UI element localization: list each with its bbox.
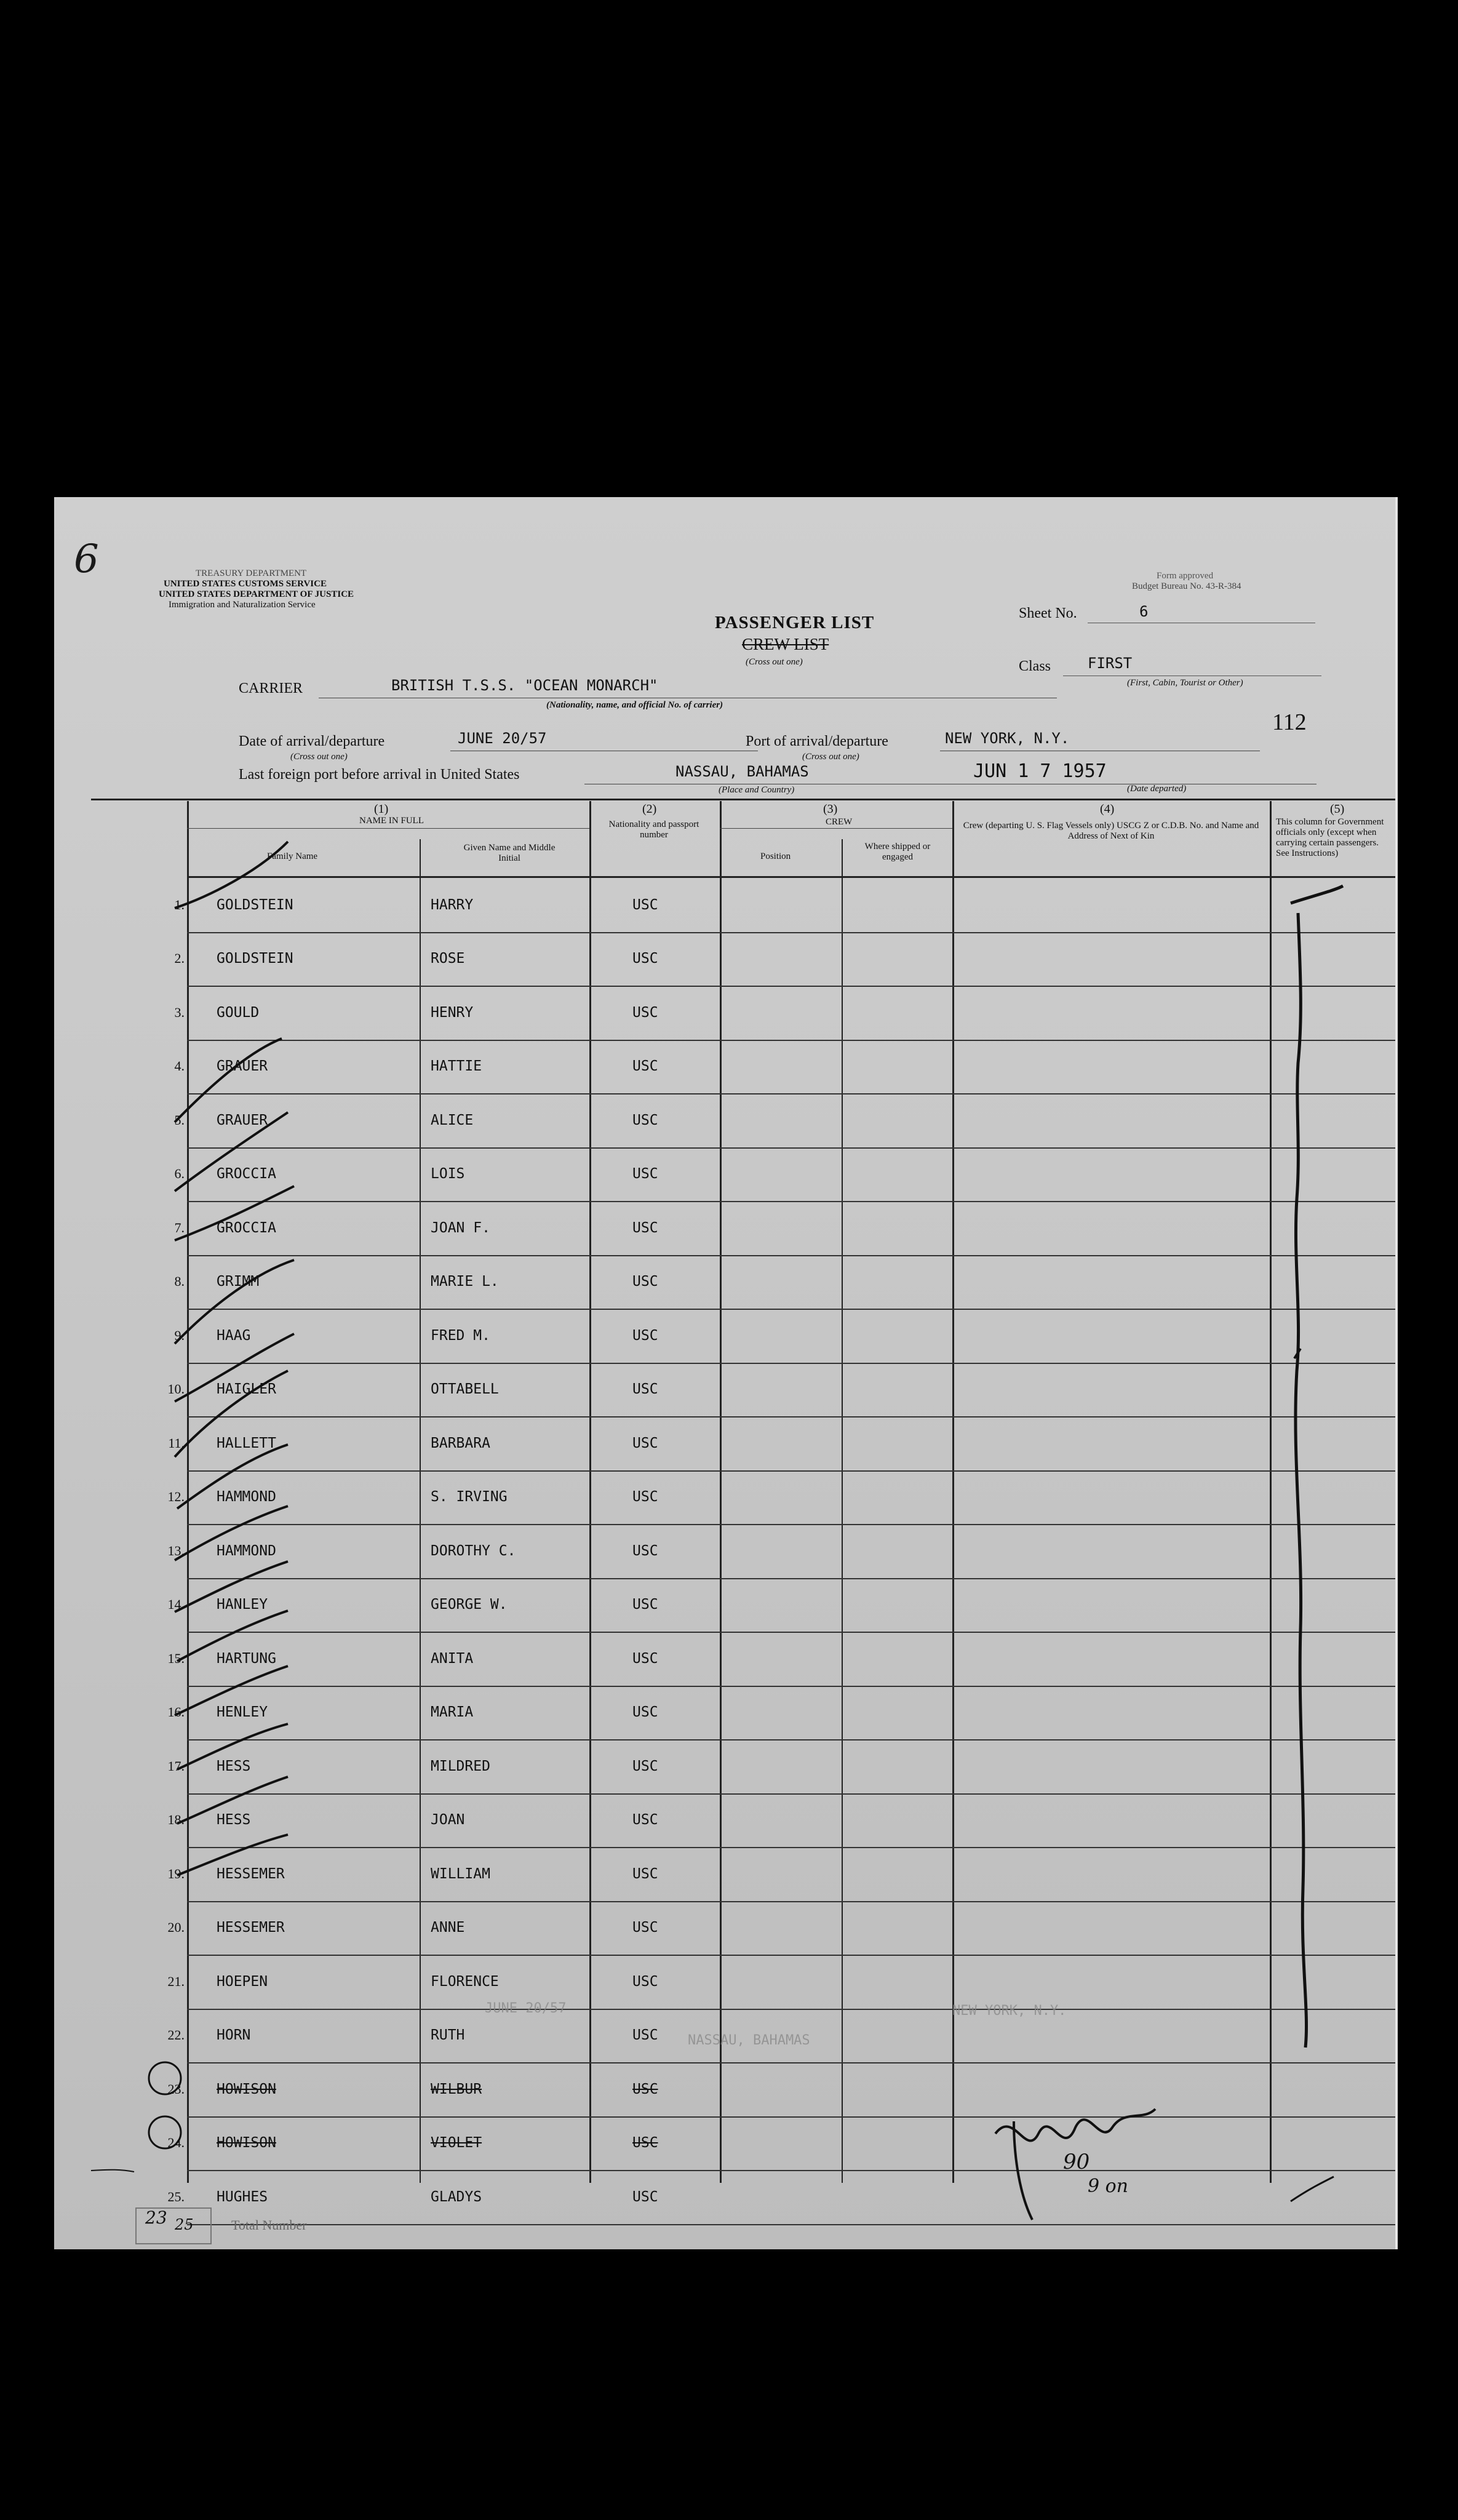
port-label: Port of arrival/departure [746,733,888,749]
nationality: USC [632,1274,658,1290]
handwritten-check-line [54,497,1395,2249]
corner-mark: 6 [74,536,99,582]
total-written-a: 23 [145,2207,167,2228]
col2-number: (2) [642,802,657,816]
nationality: USC [632,1865,658,1882]
cross-out-note: (Cross out one) [746,657,803,667]
row-number: 25. [167,2188,185,2204]
row-number: 12. [167,1489,185,1505]
nationality: USC [632,2027,658,2044]
nationality: USC [632,1489,658,1505]
sheet-number: 6 [1139,603,1149,620]
row-number: 7. [174,1219,185,1235]
given-name: ALICE [431,1112,474,1128]
nationality: USC [632,1812,658,1828]
row-number: 2. [174,951,185,967]
nationality: USC [632,2081,658,2097]
given-name: HARRY [431,896,474,913]
family-name: GOLDSTEIN [217,951,293,967]
family-name: GROCCIA [217,1219,276,1236]
col3-shipped-header: Where shipped or engaged [864,842,931,862]
row-number: 19. [167,1865,185,1881]
given-name: WILLIAM [431,1865,490,1882]
arrival-date: JUNE 20/57 [458,730,547,747]
carrier-note: (Nationality, name, and official No. of carrier) [546,700,723,710]
given-name: FRED M. [431,1327,490,1344]
col4-number: (4) [1100,802,1115,816]
col5-header: This column for Government officials only (except when carrying certain passengers. See Instructions) [1276,817,1384,858]
nationality: USC [632,1166,658,1182]
family-name: HUGHES [217,2188,268,2205]
row-number: 15. [167,1650,185,1666]
family-name: HESS [217,1758,251,1774]
last-port-value: NASSAU, BAHAMAS [675,763,809,780]
family-name: GRIMM [217,1274,260,1290]
family-name: HARTUNG [217,1650,276,1667]
row-number: 18. [167,1812,185,1828]
col3-position-header: Position [760,851,791,861]
given-name: VIOLET [431,2135,482,2151]
family-name: HENLEY [217,1704,268,1721]
family-name: HANLEY [217,1597,268,1613]
given-name: HATTIE [431,1058,482,1075]
given-name: GEORGE W. [431,1597,508,1613]
family-name: HESSEMER [217,1865,285,1882]
col1-title: NAME IN FULL [359,816,424,826]
given-name: DOROTHY C. [431,1542,516,1559]
bleed-through-date: JUNE 20/57 [485,2001,567,2016]
row-number: 10. [167,1381,185,1397]
nationality: USC [632,2188,658,2205]
given-name: HENRY [431,1004,474,1021]
row-number: 11. [168,1435,185,1451]
given-name: ANITA [431,1650,474,1667]
given-name: JOAN F. [431,1219,490,1236]
row-number: 6. [174,1166,185,1182]
budget-bureau-text: Budget Bureau No. 43-R-384 [1132,581,1241,591]
family-name: GOULD [217,1004,260,1021]
given-name: OTTABELL [431,1381,499,1398]
nationality: USC [632,1004,658,1021]
page-number: 112 [1272,709,1307,735]
nationality: USC [632,1973,658,1990]
nationality: USC [632,1758,658,1774]
date-label: Date of arrival/departure [239,733,385,749]
given-name: MARIE L. [431,1274,499,1290]
date-departed-note: (Date departed) [1127,784,1187,794]
nationality: USC [632,1920,658,1936]
family-name: HORN [217,2027,251,2044]
form-approved-text: Form approved [1157,571,1214,581]
class-label: Class [1019,658,1051,674]
nationality: USC [632,1219,658,1236]
family-name: HOWISON [217,2135,276,2151]
row-number: 1. [174,896,185,912]
nationality: USC [632,1704,658,1721]
nationality: USC [632,2135,658,2151]
row-number: 20. [167,1920,185,1936]
family-name: HESS [217,1812,251,1828]
total-number-label: Total Number [231,2217,307,2233]
given-name: WILBUR [431,2081,482,2097]
nationality: USC [632,1435,658,1451]
handwritten-note-b: 9 on [1088,2175,1129,2197]
row-number: 9. [174,1327,185,1343]
family-name: HAIGLER [217,1381,276,1398]
row-number: 13. [167,1542,185,1558]
given-name: MARIA [431,1704,474,1721]
row-number: 4. [174,1058,185,1074]
family-name: HALLETT [217,1435,276,1451]
nationality: USC [632,1597,658,1613]
col1-number: (1) [374,802,389,816]
row-number: 3. [174,1004,185,1020]
given-name: MILDRED [431,1758,490,1774]
given-name: ANNE [431,1920,465,1936]
family-name: HAMMOND [217,1489,276,1505]
given-name: S. IRVING [431,1489,508,1505]
nationality: USC [632,1650,658,1667]
nationality: USC [632,1542,658,1559]
carrier-label: CARRIER [239,680,303,696]
row-number: 17. [167,1758,185,1774]
agency-line: UNITED STATES DEPARTMENT OF JUSTICE [159,589,354,599]
family-name: GROCCIA [217,1166,276,1182]
form-title: PASSENGER LIST [715,613,875,632]
col4-header: Crew (departing U. S. Flag Vessels only) USCG Z or C.D.B. No. and Name and Address of Next of Kin [963,821,1259,841]
row-number: 24. [167,2135,185,2151]
row-number: 23. [167,2081,185,2097]
row-number: 16. [167,1704,185,1720]
passenger-list-sheet [54,497,1398,2249]
col5-number: (5) [1330,802,1345,816]
row-number: 21. [167,1973,185,1989]
nationality: USC [632,1381,658,1398]
given-name: BARBARA [431,1435,490,1451]
col2-header: Nationality and passport number [608,819,699,840]
given-name: JOAN [431,1812,465,1828]
port-value: NEW YORK, N.Y. [945,730,1070,747]
given-name: ROSE [431,951,465,967]
class-note: (First, Cabin, Tourist or Other) [1127,678,1243,688]
date-departed: JUN 1 7 1957 [973,760,1107,782]
family-name: HOWISON [217,2081,276,2097]
agency-line: UNITED STATES CUSTOMS SERVICE [164,579,327,589]
port-note: (Cross out one) [802,752,859,762]
bleed-through-last-port: NASSAU, BAHAMAS [688,2033,810,2048]
col1-family-header: Family Name [267,851,318,861]
last-port-label: Last foreign port before arrival in United States [239,767,520,783]
row-number: 14. [167,1597,185,1613]
family-name: HAMMOND [217,1542,276,1559]
given-name: FLORENCE [431,1973,499,1990]
row-number: 5. [174,1112,185,1128]
family-name: GRAUER [217,1112,268,1128]
carrier-value: BRITISH T.S.S. "OCEAN MONARCH" [391,677,658,694]
family-name: GOLDSTEIN [217,896,293,913]
nationality: USC [632,1112,658,1128]
handwritten-note-a: 90 [1063,2150,1090,2174]
nationality: USC [632,1058,658,1075]
row-number: 22. [167,2027,185,2043]
date-note: (Cross out one) [290,752,348,762]
agency-line: TREASURY DEPARTMENT [196,568,307,578]
total-written-b: 25 [175,2216,194,2233]
nationality: USC [632,1327,658,1344]
family-name: HAAG [217,1327,251,1344]
given-name: LOIS [431,1166,465,1182]
sheet-label: Sheet No. [1019,605,1077,621]
col1-given-header: Given Name and Middle Initial [463,843,556,863]
last-port-note: (Place and Country) [719,785,795,795]
given-name: GLADYS [431,2188,482,2205]
nationality: USC [632,896,658,913]
col3-number: (3) [823,802,838,816]
family-name: GRAUER [217,1058,268,1075]
nationality: USC [632,951,658,967]
form-subtitle: CREW LIST [742,635,829,653]
col3-title: CREW [826,817,853,827]
row-number: 8. [174,1274,185,1290]
agency-line: Immigration and Naturalization Service [169,600,316,610]
given-name: RUTH [431,2027,465,2044]
class-value: FIRST [1088,655,1133,672]
bleed-through-port: NEW YORK, N.Y. [952,2003,1067,2019]
family-name: HESSEMER [217,1920,285,1936]
family-name: HOEPEN [217,1973,268,1990]
